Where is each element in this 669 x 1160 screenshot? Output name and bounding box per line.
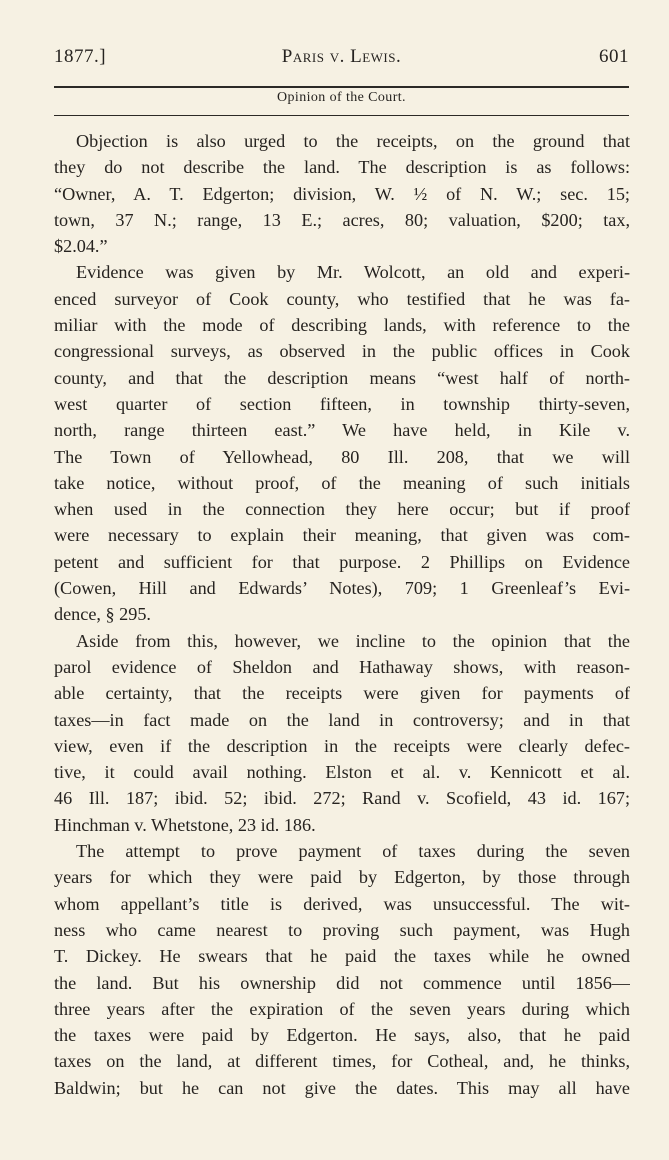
text-line: taxes—in fact made on the land in controversy; and in that [54, 709, 630, 730]
text-line: miliar with the mode of describing lands, with reference to the [54, 315, 630, 336]
text-line: county, and that the description means “west half of north- [54, 367, 630, 388]
text-line: ness who came nearest to proving such payment, was Hugh [54, 919, 630, 940]
text-line: congressional surveys, as observed in the public offices in Cook [54, 341, 630, 362]
text-line: enced surveyor of Cook county, who testified that he was fa- [54, 288, 630, 309]
text-line: parol evidence of Sheldon and Hathaway shows, with reason- [54, 656, 630, 677]
text-line: Baldwin; but he can not give the dates. This may all have [54, 1077, 630, 1098]
text-line: (Cowen, Hill and Edwards’ Notes), 709; 1 Greenleaf’s Evi- [54, 578, 630, 599]
text-line: $2.04.” [54, 236, 108, 257]
text-line: Aside from this, however, we incline to the opinion that the [76, 630, 630, 651]
section-label: Opinion of the Court. [277, 90, 406, 105]
text-line: taxes on the land, at different times, for Cotheal, and, he thinks, [54, 1051, 630, 1072]
text-line: T. Dickey. He swears that he paid the taxes while he owned [54, 946, 630, 967]
text-line: petent and sufficient for that purpose. 2 Phillips on Evidence [54, 551, 630, 572]
text-line: tive, it could avail nothing. Elston et al. v. Kennicott et al. [54, 762, 630, 783]
text-line: Hinchman v. Whetstone, 23 id. 186. [54, 814, 316, 835]
text-line: they do not describe the land. The description is as follows: [54, 157, 630, 178]
opinion-text [54, 128, 630, 1101]
page-number: 601 [599, 46, 629, 67]
text-line: Evidence was given by Mr. Wolcott, an old and experi- [76, 262, 630, 283]
header-rule-bottom [54, 115, 629, 116]
text-line: Objection is also urged to the receipts, on the ground that [76, 131, 630, 151]
text-line: dence, § 295. [54, 604, 151, 625]
text-line: years for which they were paid by Edgerton, by those through [54, 867, 630, 888]
text-line: were necessary to explain their meaning, that given was com- [54, 525, 630, 546]
text-line: town, 37 N.; range, 13 E.; acres, 80; valuation, $200; tax, [54, 209, 630, 230]
text-line: the land. But his ownership did not commence until 1856— [54, 972, 630, 993]
running-head [54, 46, 629, 74]
text-line: west quarter of section fifteen, in township thirty-seven, [54, 393, 630, 414]
text-line: the taxes were paid by Edgerton. He says, also, that he paid [54, 1025, 630, 1046]
text-line: north, range thirteen east.” We have held, in Kile v. [54, 420, 630, 441]
text-line: 46 Ill. 187; ibid. 52; ibid. 272; Rand v. Scofield, 43 id. 167; [54, 788, 630, 809]
text-line: “Owner, A. T. Edgerton; division, W. ½ of N. W.; sec. 15; [54, 183, 630, 204]
text-line: when used in the connection they here occur; but if proof [54, 499, 630, 520]
header-rule-top [54, 86, 629, 88]
text-line: view, even if the description in the receipts were clearly defec- [54, 735, 630, 756]
running-head-title: Paris v. Lewis. [281, 46, 402, 67]
text-line: whom appellant’s title is derived, was unsuccessful. The wit- [54, 893, 630, 914]
text-line: able certainty, that the receipts were given for payments of [54, 683, 630, 704]
text-line: take notice, without proof, of the meaning of such initials [54, 472, 630, 493]
text-line: The Town of Yellowhead, 80 Ill. 208, that we will [54, 446, 630, 467]
text-line: three years after the expiration of the seven years during which [54, 998, 630, 1019]
running-head-year: 1877.] [54, 46, 107, 67]
text-line: The attempt to prove payment of taxes during the seven [76, 841, 630, 862]
